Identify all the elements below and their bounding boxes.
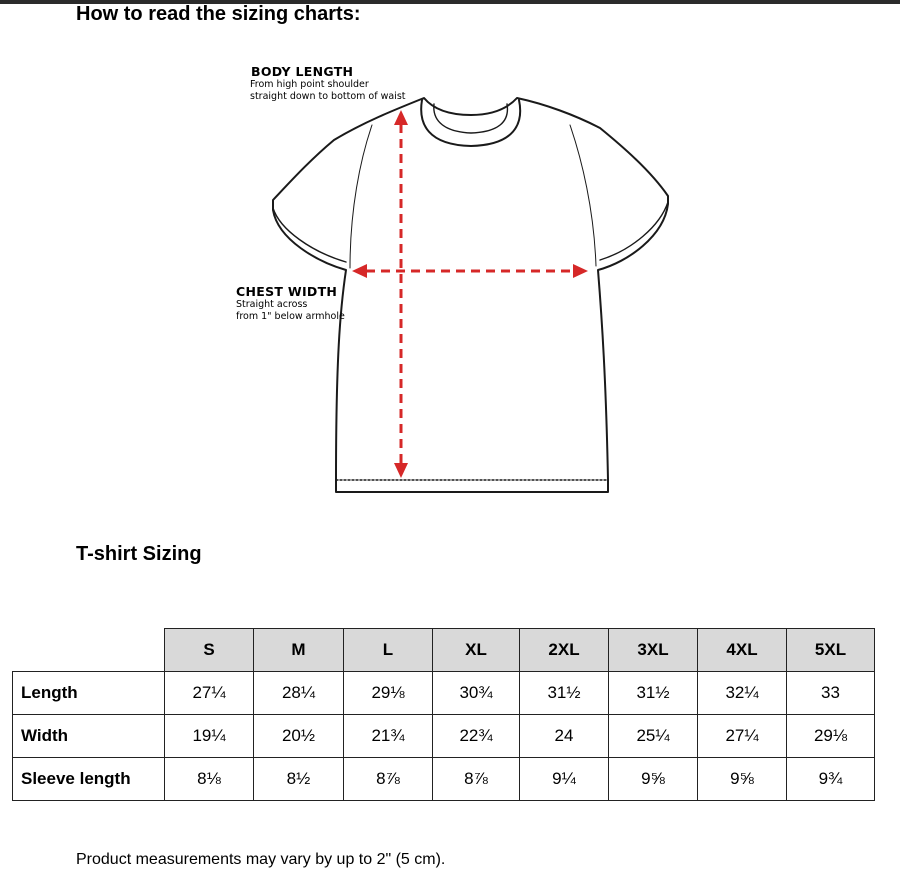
size-header: 3XL [609,629,698,672]
table-cell: 20½ [254,715,344,758]
table-cell: 9⅝ [698,758,787,801]
table-cell: 29⅛ [344,672,433,715]
table-row [13,715,875,758]
table-cell: 8⅞ [344,758,433,801]
table-cell: 9¾ [787,758,875,801]
table-row [13,758,875,801]
table-cell: 8⅛ [165,758,254,801]
body-length-desc-2: straight down to bottom of waist [250,91,406,102]
body-length-desc-1: From high point shoulder [250,79,369,90]
table-cell: 22¾ [433,715,520,758]
page-heading: How to read the sizing charts: [76,3,361,25]
row-label: Width [13,715,165,758]
table-cell: 24 [520,715,609,758]
footer-note: Product measurements may vary by up to 2" (5 cm). [76,851,446,868]
table-cell: 28¼ [254,672,344,715]
size-header: 2XL [520,629,609,672]
chest-width-title: CHEST WIDTH [236,284,338,299]
size-header: 5XL [787,629,875,672]
size-header: 4XL [698,629,787,672]
table-cell: 9¼ [520,758,609,801]
row-label: Length [13,672,165,715]
table-cell: 25¼ [609,715,698,758]
size-header: M [254,629,344,672]
sizing-table [12,628,875,801]
row-label: Sleeve length [13,758,165,801]
body-length-title: BODY LENGTH [251,64,354,79]
table-cell: 27¼ [698,715,787,758]
table-cell: 33 [787,672,875,715]
table-header-row [13,629,875,672]
table-cell: 31½ [520,672,609,715]
table-corner [13,629,165,672]
table-cell: 29⅛ [787,715,875,758]
table-cell: 30¾ [433,672,520,715]
table-cell: 8⅞ [433,758,520,801]
table-row [13,672,875,715]
chest-width-desc-1: Straight across [236,299,308,310]
chest-width-desc-2: from 1" below armhole [236,311,345,322]
table-cell: 8½ [254,758,344,801]
size-header: XL [433,629,520,672]
section-title: T-shirt Sizing [76,543,202,565]
size-header: S [165,629,254,672]
table-cell: 19¼ [165,715,254,758]
table-cell: 32¼ [698,672,787,715]
table-cell: 9⅝ [609,758,698,801]
table-cell: 31½ [609,672,698,715]
table-cell: 27¼ [165,672,254,715]
size-header: L [344,629,433,672]
table-cell: 21¾ [344,715,433,758]
